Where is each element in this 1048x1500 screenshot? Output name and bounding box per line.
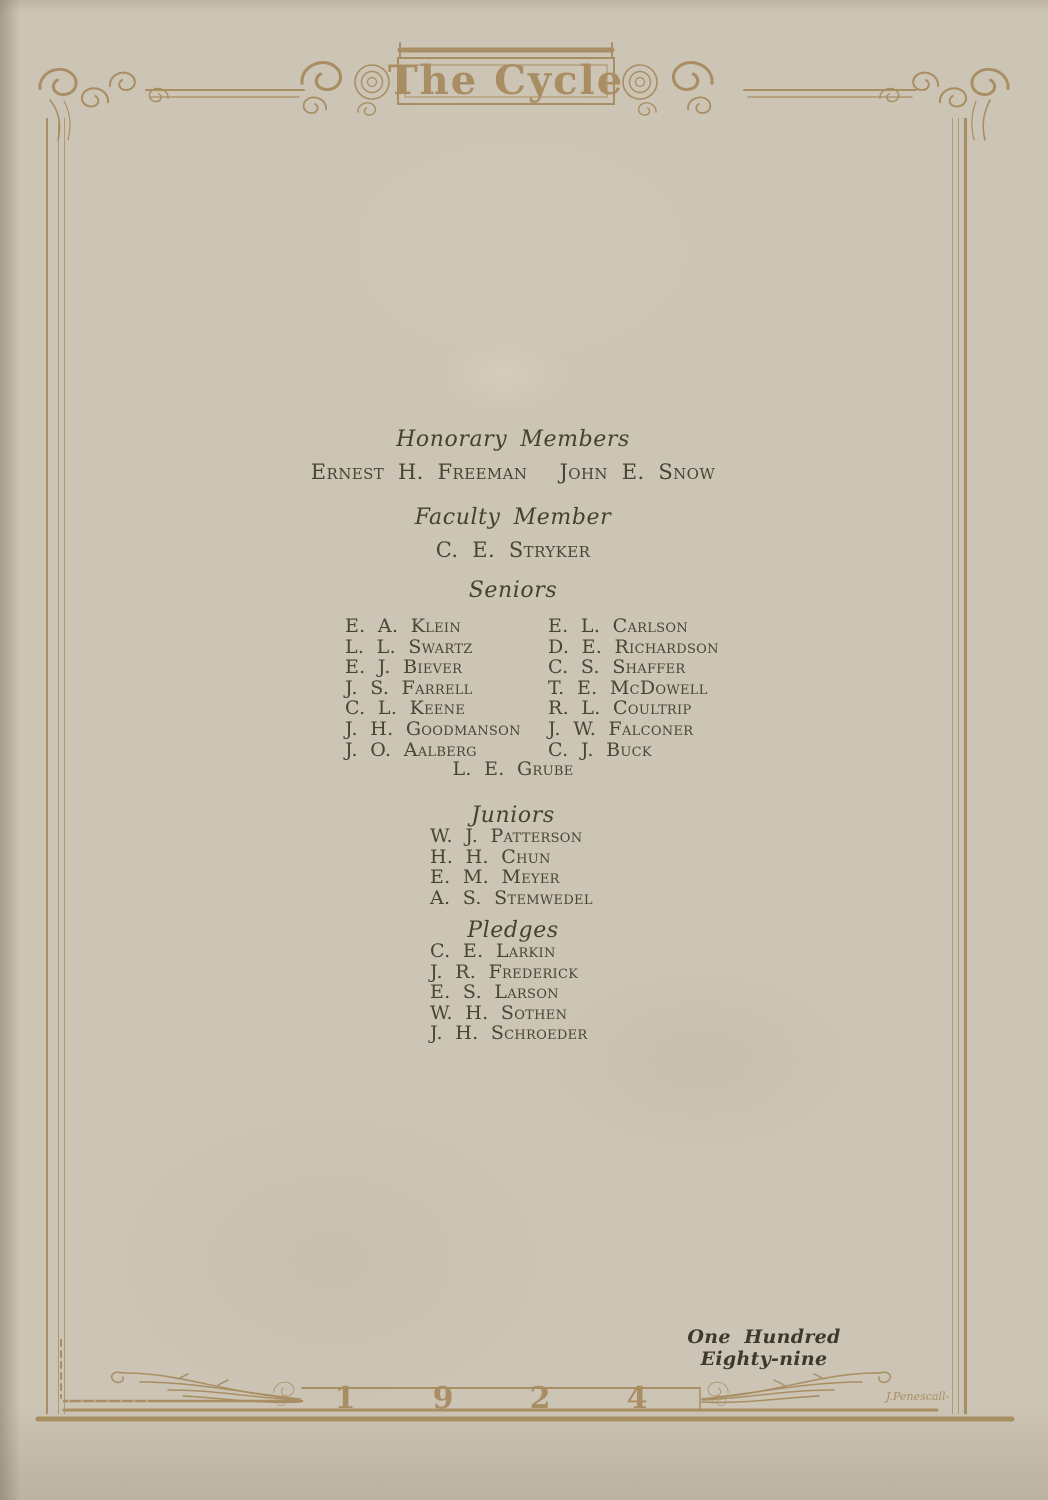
pledge-name: E. S. Larson: [430, 981, 559, 1004]
junior-name: W. J. Patterson: [430, 825, 583, 847]
banner-right-rose: [623, 63, 712, 115]
senior-name: E. J. Biever: [345, 656, 463, 679]
senior-name: D. E. Richardson: [548, 635, 719, 658]
pledges-list: [430, 941, 587, 1044]
year-digit: 9: [432, 1381, 454, 1416]
honorary-members-heading: Honorary Members: [396, 427, 630, 452]
right-corner-scrolls: [880, 69, 1008, 140]
pledges-heading: Pledges: [467, 918, 559, 943]
senior-name: J. H. Goodmanson: [345, 717, 521, 740]
senior-name: J. W. Falconer: [548, 717, 694, 740]
page-number: One Hundred Eighty-nine: [687, 1326, 841, 1370]
senior-name: C. S. Shaffer: [548, 656, 686, 679]
seniors-right-column: [548, 616, 719, 760]
seniors-heading: Seniors: [468, 578, 558, 603]
pledge-name: C. E. Larkin: [430, 940, 556, 962]
senior-name: E. A. Klein: [345, 615, 462, 637]
banner-title: The Cycle: [387, 57, 625, 104]
honorary-members-row: [0, 460, 1026, 484]
year-digit: 2: [529, 1381, 551, 1416]
senior-name: E. L. Carlson: [548, 615, 688, 637]
faculty-member-name: C. E. Stryker: [435, 538, 591, 562]
top-border-ornament: [28, 38, 1020, 150]
left-corner-scrolls: [40, 69, 168, 140]
junior-name: H. H. Chun: [430, 845, 551, 868]
year-digit: 1: [334, 1381, 356, 1416]
honorary-member-name: John E. Snow: [559, 460, 716, 484]
senior-name-centered: L. E. Grube: [452, 758, 574, 780]
honorary-member-name: Ernest H. Freeman: [310, 460, 528, 484]
senior-name: R. L. Coultrip: [548, 697, 692, 720]
junior-name: E. M. Meyer: [430, 866, 560, 889]
seniors-list: [345, 616, 719, 760]
bottom-border-ornament: [28, 1332, 1020, 1428]
senior-name: J. O. Aalberg: [345, 738, 477, 761]
year-digit: 4: [626, 1381, 648, 1416]
banner-left-rose: [302, 63, 389, 115]
senior-name: C. L. Keene: [345, 697, 466, 720]
seniors-left-column: [345, 616, 548, 760]
pledge-name: J. H. Schroeder: [430, 1022, 588, 1045]
pledge-name: J. R. Frederick: [430, 960, 579, 983]
senior-name: L. L. Swartz: [345, 635, 473, 658]
pledge-name: W. H. Sothen: [430, 1001, 568, 1024]
left-leaf-flourish: [112, 1372, 300, 1402]
junior-name: A. S. Stemwedel: [430, 886, 593, 909]
artist-signature: J.Penescall-: [886, 1390, 950, 1403]
right-leaf-flourish: [702, 1372, 890, 1402]
faculty-member-heading: Faculty Member: [414, 505, 612, 530]
juniors-list: [430, 826, 593, 908]
senior-name: J. S. Farrell: [345, 676, 473, 699]
senior-name: T. E. McDowell: [548, 676, 708, 699]
juniors-heading: Juniors: [471, 803, 555, 828]
senior-name: C. J. Buck: [548, 738, 652, 761]
